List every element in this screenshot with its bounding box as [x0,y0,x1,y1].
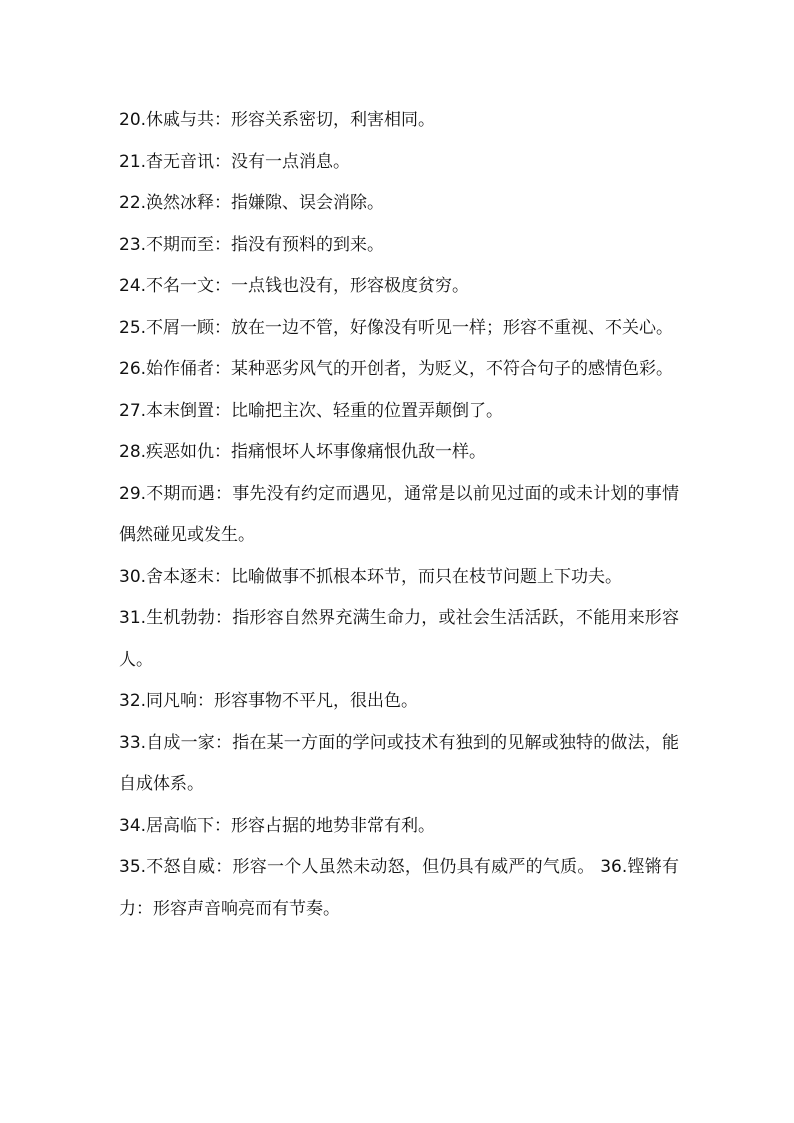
idiom-entry: 35.不怒自威：形容一个人虽然未动怒，但仍具有威严的气质。 36.铿锵有力：形容声音响亮而有节奏。 [119,857,679,919]
idiom-entry: 20.休戚与共：形容关系密切，利害相同。 [119,110,436,130]
idiom-entry: 23.不期而至：指没有预料的到来。 [119,234,385,255]
idiom-entry: 31.生机勃勃：指形容自然界充满生命力，或社会生活活跃，不能用来形容人。 [119,608,679,670]
idiom-entry: 33.自成一家：指在某一方面的学问或技术有独到的见解或独特的做法，能自成体系。 [119,732,679,794]
idiom-entry: 27.本末倒置：比喻把主次、轻重的位置弄颠倒了。 [119,400,504,421]
idiom-entry: 29.不期而遇：事先没有约定而遇见，通常是以前见过面的或未计划的事情偶然碰见或发生。 [119,483,679,545]
idiom-entry: 30.舍本逐末：比喻做事不抓根本环节，而只在枝节问题上下功夫。 [119,566,623,587]
idiom-entry: 22.涣然冰释：指嫌隙、误会消除。 [119,193,385,213]
idiom-entry: 28.疾恶如仇：指痛恨坏人坏事像痛恨仇敌一样。 [119,442,487,462]
idiom-entry: 34.居高临下：形容占据的地势非常有利。 [119,815,436,836]
idiom-entry: 21.杳无音讯：没有一点消息。 [119,151,351,172]
idiom-entry: 25.不屑一顾：放在一边不管，好像没有听见一样；形容不重视、不关心。 [119,317,674,338]
idiom-entry: 24.不名一文：一点钱也没有，形容极度贫穷。 [119,276,470,296]
idiom-list [119,100,679,930]
idiom-entry: 26.始作俑者：某种恶劣风气的开创者，为贬义，不符合句子的感情色彩。 [119,359,674,379]
idiom-entry: 32.同凡响：形容事物不平凡，很出色。 [119,691,419,711]
